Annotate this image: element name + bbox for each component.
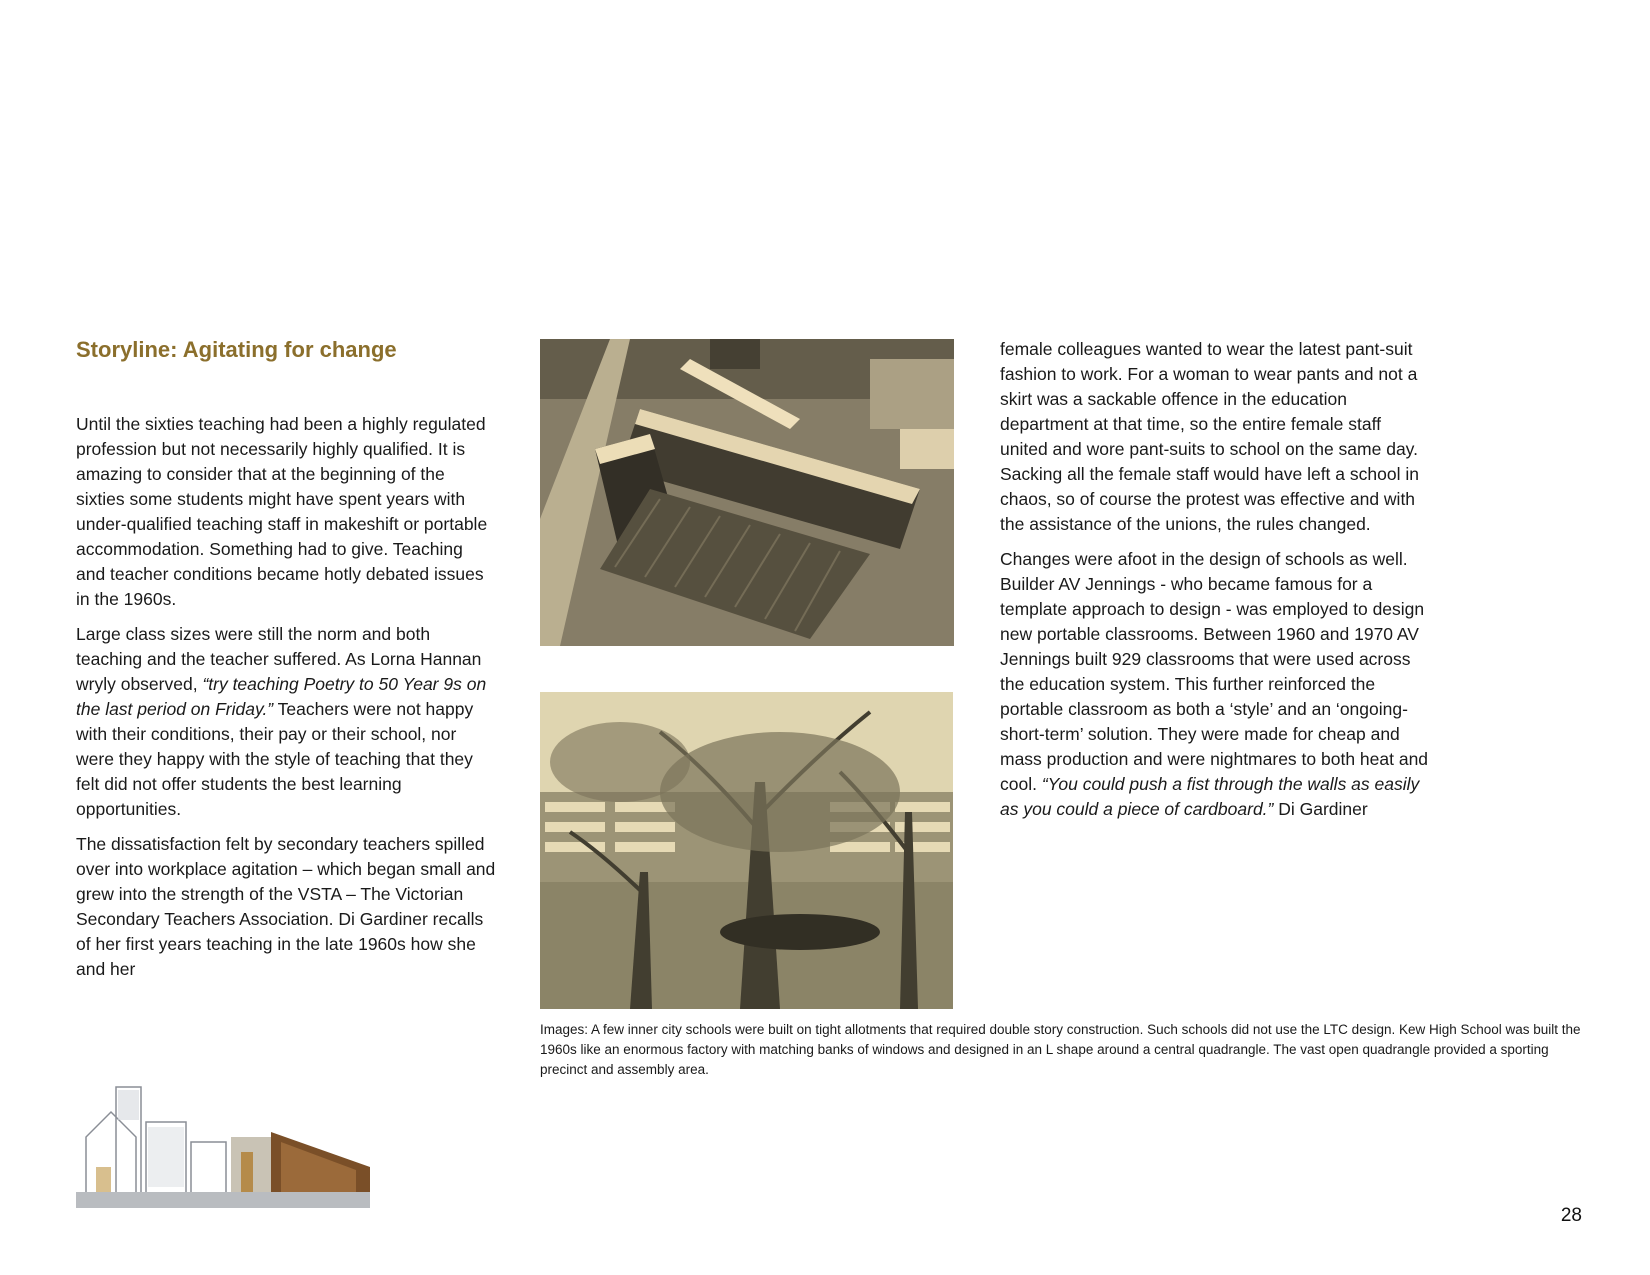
paragraph-text: Teachers were not happy with their conditions, their pay or their school, nor were they happy with the style of teaching that they felt did not offer students the best learning opportunities. — [76, 699, 474, 819]
paragraph: female colleagues wanted to wear the latest pant-suit fashion to work. For a woman to wear pants and not a skirt was a sackable offence in the education department at that time, so the entire female staff united and wore pant-suits to school on the same day. Sacking all the female staff would have left a school in chaos, so of course the protest was effective and with the assistance of the unions, the rules changed. — [1000, 339, 1419, 534]
right-text-column — [1000, 337, 1430, 832]
page-number: 28 — [1560, 1205, 1582, 1226]
image-caption: Images: A few inner city schools were built on tight allotments that required double story construction. Such schools did not use the LTC design. Kew High School was built the 1960s like an enormous factory with matching banks of windows and designed in an L shape around a central quadrangle. The vast open quadrangle provided a sporting precinct and assembly area. — [540, 1022, 1581, 1077]
left-text-column — [76, 412, 496, 992]
paragraph: Until the sixties teaching had been a highly regulated profession but not necessarily highly qualified. It is amazing to consider that at the beginning of the sixties some students might have spent years with under-qualified teaching staff in makeshift or portable accommodation. Something had to give. Teaching and teacher conditions became hotly debated issues in the 1960s. — [76, 414, 488, 609]
aerial-school-photo — [540, 339, 954, 646]
quadrangle-school-photo — [540, 692, 953, 1009]
paragraph-text: Di Gardiner — [1273, 799, 1368, 819]
page-title: Storyline: Agitating for change — [76, 337, 397, 362]
paragraph — [76, 622, 496, 822]
paragraph-text: Changes were afoot in the design of schools as well. Builder AV Jennings - who became famous for a template approach to design - was employed to design new portable classrooms. Between 1960 and 1970 AV Jennings built 929 classrooms that were used across the education system. This further reinforced the portable classroom as both a ‘style’ and an ‘ongoing-short-term’ solution. They were made for cheap and mass production and were nightmares to both heat and cool. — [1000, 549, 1429, 794]
quote: “try teaching Poetry to 50 Year 9s on the last period on Friday.” — [76, 674, 487, 719]
paragraph — [1000, 547, 1430, 822]
quote: “You could push a fist through the walls as easily as you could a piece of cardboard.” — [1000, 774, 1420, 819]
paragraph: The dissatisfaction felt by secondary teachers spilled over into workplace agitation – which began small and grew into the strength of the VSTA – The Victorian Secondary Teachers Association. Di Gardiner recalls of her first years teaching in the late 1960s how she and her — [76, 834, 496, 979]
paragraph-text: Large class sizes were still the norm and both teaching and the teacher suffered. As Lorna Hannan wryly observed, — [76, 624, 482, 694]
building-illustration — [76, 1082, 370, 1208]
